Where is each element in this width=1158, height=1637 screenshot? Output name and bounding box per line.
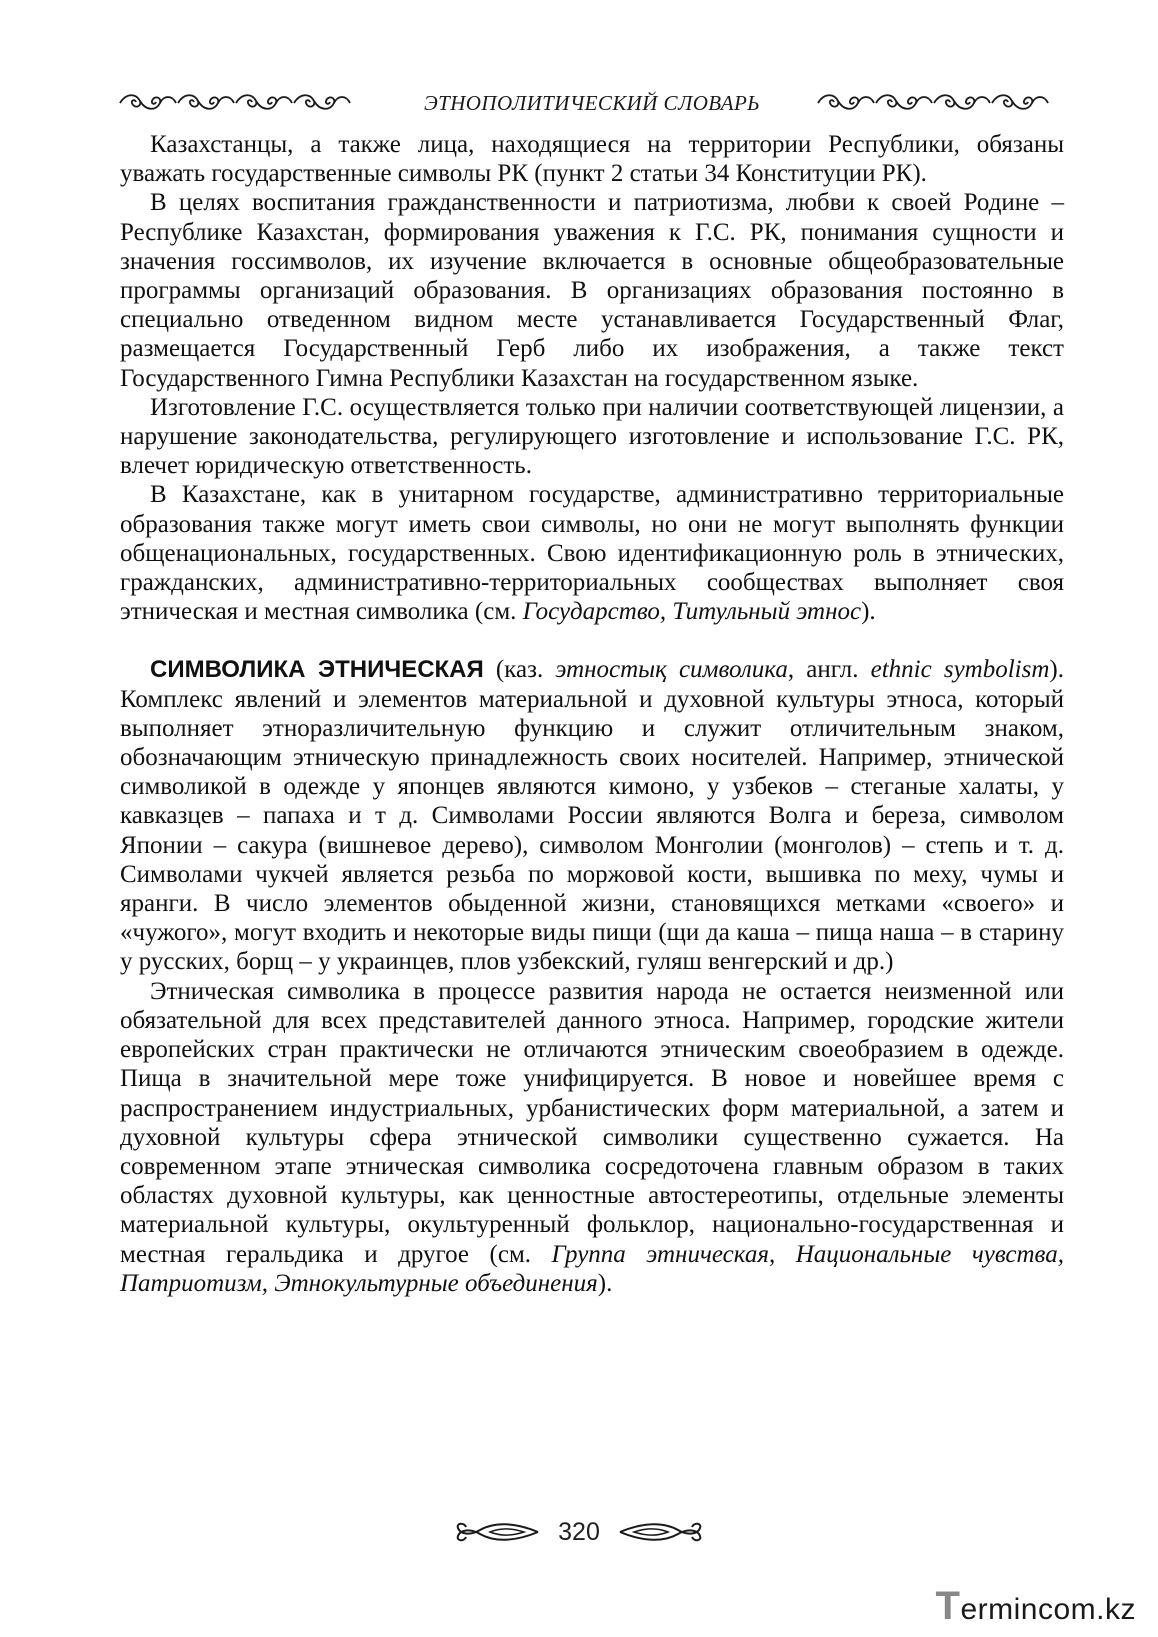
- page-number: 320: [558, 1517, 600, 1546]
- cross-reference: Группа этническая, Национальные чувства, Патриотизм, Этнокультурные объединения: [120, 1240, 1064, 1297]
- flourish-right-icon: [618, 1520, 704, 1544]
- entry-definition: ). Комплекс явлений и элементов материальной и духовной культуры этноса, который выполняет этноразличительную функцию и служит отличительным знаком, обозначающим этническую принадлежность своих носителей. Например, этнической символикой в одежде у японцев являются кимоно, у узбеков – стеганые халаты, у кавказцев – папаха и т д. Символами России являются Волга и береза, символом Японии – сакура (вишневое дерево), символом Монголии (монголов) – степь и т. д. Символами чукчей является резьба по моржовой кости, вышивка по меху, чумы и яранги. В число элементов обыденной жизни, становящихся метками «своего» и «чужого», могут входить и некоторые виды пищи (щи да каша – пища наша – в старину у русских, борщ – у украинцев, плов узбекский, гуляш венгерский и др.): [120, 656, 1064, 976]
- entry-term: СИМВОЛИКА ЭТНИЧЕСКАЯ: [150, 656, 484, 684]
- entry-kazakh: этностық символика: [555, 656, 788, 684]
- watermark-part-a: erminc: [960, 1593, 1054, 1626]
- watermark-part-b: m.kz: [1070, 1593, 1136, 1626]
- paragraph-6-end: ).: [597, 1269, 613, 1297]
- page-body: [120, 130, 1064, 1298]
- paragraph-6-text: Этническая символика в процессе развития народа не остается неизменной или обязательной для всех представителей данного этноса. Например, городские жители европейских стран практически не отличаются этническим своеобразием в одежде. Пища в значительной мере тоже унифицируется. В новое и новейшее время с распространением индустриальных, урбанистических форм материальной, а затем и духовной культуры сфера этнической символики существенно сужается. На современном этапе этническая символика сосредоточена главным образом в таких областях духовной культуры, как ценностные автостереотипы, отдельные элементы материальной культуры, окультуренный фольклор, национально-государственная и местная геральдика и другое (см.: [120, 977, 1064, 1268]
- paragraph-4: [120, 480, 1064, 626]
- ornament-scroll-icon: [816, 91, 1066, 115]
- header-title: ЭТНОПОЛИТИЧЕСКИЙ СЛОВАРЬ: [424, 90, 760, 115]
- cross-reference: Государство, Титульный этнос: [522, 598, 862, 626]
- dictionary-entry: [120, 655, 1064, 976]
- watermark-o: o: [1053, 1593, 1071, 1626]
- page-footer: [0, 1515, 1158, 1549]
- paragraph-3: Изготовление Г.С. осуществляется только при наличии соответствующей лицензии, а нарушение законодательства, регулирующего изготовление и использование Г.С. РК, влечет юридическую ответственность.: [120, 393, 1064, 480]
- site-watermark: [936, 1584, 1136, 1629]
- paragraph-4-text: В Казахстане, как в унитарном государстве, административно территориальные образования также могут иметь свои символы, но они не могут выполнять функции общенациональных, государственных. Свою идентификационную роль в этнических, гражданских, административно-территориальных сообществах выполняет своя этническая и местная символика (см.: [120, 481, 1064, 626]
- entry-english: ethnic symbolism: [870, 656, 1050, 684]
- paragraph-1: Казахстанцы, а также лица, находящиеся на территории Республики, обязаны уважать государственные символы РК (пункт 2 статьи 34 Конституции РК).: [120, 131, 1064, 188]
- entry-engl-label: , англ.: [787, 656, 871, 684]
- flourish-left-icon: [454, 1520, 540, 1544]
- watermark-t: T: [935, 1584, 961, 1628]
- entry-open: (каз.: [483, 656, 556, 684]
- paragraph-2: В целях воспитания гражданственности и патриотизма, любви к своей Родине – Республике Казахстан, формирования уважения к Г.С. РК, понимания сущности и значения госсимволов, их изучение включается в основные общеобразовательные программы организаций образования. В организациях образования постоянно в специально отведенном видном месте устанавливается Государственный Флаг, размещается Государственный Герб либо их изображения, а также текст Государственного Гимна Республики Казахстан на государственном языке.: [120, 189, 1064, 392]
- paragraph-6: [120, 977, 1064, 1298]
- ornament-scroll-icon: [118, 91, 368, 115]
- running-header: [118, 88, 1066, 118]
- paragraph-4-end: ).: [861, 598, 876, 626]
